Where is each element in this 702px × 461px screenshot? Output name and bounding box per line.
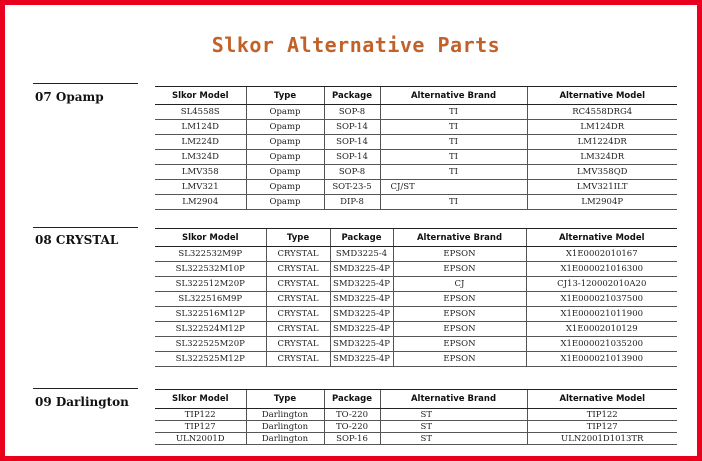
cell-alt-brand: EPSON	[393, 292, 526, 307]
cell-slkor-model: SL4558S	[155, 105, 246, 120]
cell-alt-brand: TI	[380, 120, 527, 135]
cell-alt-brand: CJ	[393, 277, 526, 292]
col-header-package: Package	[324, 390, 380, 409]
table-row	[155, 105, 677, 120]
section-label-darlington: 09 Darlington	[35, 395, 129, 409]
cell-slkor-model: SL322516M12P	[155, 307, 266, 322]
cell-package: SOP-8	[324, 165, 380, 180]
section-rule	[33, 83, 138, 84]
page-title: Slkor Alternative Parts	[211, 33, 501, 57]
cell-package: SMD3225-4P	[330, 277, 393, 292]
cell-type: CRYSTAL	[266, 337, 330, 352]
cell-slkor-model: SL322524M12P	[155, 322, 266, 337]
cell-type: Opamp	[246, 180, 324, 195]
cell-slkor-model: LMV358	[155, 165, 246, 180]
cell-alt-brand: ST	[380, 433, 527, 445]
cell-alt-model: LMV358QD	[527, 165, 677, 180]
cell-package: SMD3225-4P	[330, 322, 393, 337]
cell-alt-brand: EPSON	[393, 322, 526, 337]
col-header-package: Package	[330, 229, 393, 247]
cell-alt-model: X1E000021016300	[526, 262, 677, 277]
cell-type: CRYSTAL	[266, 307, 330, 322]
cell-alt-brand: CJ/ST	[380, 180, 527, 195]
table-row	[155, 120, 677, 135]
cell-alt-model: LM124DR	[527, 120, 677, 135]
cell-type: CRYSTAL	[266, 262, 330, 277]
cell-alt-brand: ST	[380, 409, 527, 421]
col-header-type: Type	[246, 390, 324, 409]
cell-alt-model: X1E000021013900	[526, 352, 677, 367]
cell-package: SOT-23-5	[324, 180, 380, 195]
table-row	[155, 195, 677, 210]
cell-package: TO-220	[324, 421, 380, 433]
table-row	[155, 409, 677, 421]
cell-alt-brand: TI	[380, 135, 527, 150]
cell-alt-brand: EPSON	[393, 262, 526, 277]
cell-alt-brand: TI	[380, 150, 527, 165]
section-rule	[33, 388, 138, 389]
cell-package: TO-220	[324, 409, 380, 421]
cell-type: Opamp	[246, 150, 324, 165]
col-header-slkor-model: Slkor Model	[155, 229, 266, 247]
table-row	[155, 322, 677, 337]
cell-type: CRYSTAL	[266, 352, 330, 367]
cell-alt-model: X1E000021037500	[526, 292, 677, 307]
cell-package: SMD3225-4P	[330, 352, 393, 367]
cell-alt-brand: TI	[380, 195, 527, 210]
cell-alt-model: X1E0002010129	[526, 322, 677, 337]
cell-package: SMD3225-4P	[330, 307, 393, 322]
col-header-alt-model: Alternative Model	[527, 390, 677, 409]
cell-package: SOP-16	[324, 433, 380, 445]
col-header-slkor-model: Slkor Model	[155, 87, 246, 105]
cell-alt-model: LM1224DR	[527, 135, 677, 150]
cell-alt-model: X1E000021011900	[526, 307, 677, 322]
cell-alt-model: ULN2001D1013TR	[527, 433, 677, 445]
cell-package: DIP-8	[324, 195, 380, 210]
cell-type: Darlington	[246, 409, 324, 421]
cell-slkor-model: TIP127	[155, 421, 246, 433]
cell-type: CRYSTAL	[266, 292, 330, 307]
cell-type: CRYSTAL	[266, 247, 330, 262]
col-header-package: Package	[324, 87, 380, 105]
cell-package: SOP-14	[324, 120, 380, 135]
cell-type: Opamp	[246, 120, 324, 135]
table-row	[155, 247, 677, 262]
table-row	[155, 135, 677, 150]
col-header-alt-brand: Alternative Brand	[380, 390, 527, 409]
cell-alt-brand: EPSON	[393, 352, 526, 367]
cell-slkor-model: SL322516M9P	[155, 292, 266, 307]
col-header-type: Type	[246, 87, 324, 105]
cell-slkor-model: SL322525M20P	[155, 337, 266, 352]
cell-type: Opamp	[246, 195, 324, 210]
cell-alt-model: X1E000021035200	[526, 337, 677, 352]
cell-alt-model: RC4558DRG4	[527, 105, 677, 120]
cell-type: CRYSTAL	[266, 277, 330, 292]
cell-type: Darlington	[246, 421, 324, 433]
cell-slkor-model: TIP122	[155, 409, 246, 421]
col-header-alt-brand: Alternative Brand	[393, 229, 526, 247]
cell-type: Darlington	[246, 433, 324, 445]
table-row	[155, 262, 677, 277]
cell-alt-model: CJ13-120002010A20	[526, 277, 677, 292]
table-row	[155, 150, 677, 165]
cell-alt-brand: TI	[380, 165, 527, 180]
cell-type: Opamp	[246, 105, 324, 120]
col-header-alt-brand: Alternative Brand	[380, 87, 527, 105]
table-row	[155, 421, 677, 433]
cell-type: Opamp	[246, 135, 324, 150]
cell-slkor-model: SL322532M9P	[155, 247, 266, 262]
cell-package: SOP-8	[324, 105, 380, 120]
cell-slkor-model: SL322525M12P	[155, 352, 266, 367]
table-row	[155, 307, 677, 322]
cell-alt-model: LM324DR	[527, 150, 677, 165]
cell-alt-model: X1E0002010167	[526, 247, 677, 262]
col-header-alt-model: Alternative Model	[527, 87, 677, 105]
table-row	[155, 352, 677, 367]
col-header-type: Type	[266, 229, 330, 247]
cell-slkor-model: ULN2001D	[155, 433, 246, 445]
table-row	[155, 433, 677, 445]
cell-package: SMD3225-4P	[330, 292, 393, 307]
cell-package: SMD3225-4P	[330, 262, 393, 277]
cell-slkor-model: LM2904	[155, 195, 246, 210]
section-rule	[33, 227, 138, 228]
cell-alt-brand: EPSON	[393, 247, 526, 262]
cell-slkor-model: SL322512M20P	[155, 277, 266, 292]
cell-slkor-model: LM324D	[155, 150, 246, 165]
cell-package: SMD3225-4	[330, 247, 393, 262]
cell-type: Opamp	[246, 165, 324, 180]
cell-alt-brand: EPSON	[393, 337, 526, 352]
cell-slkor-model: LM124D	[155, 120, 246, 135]
cell-alt-brand: ST	[380, 421, 527, 433]
col-header-slkor-model: Slkor Model	[155, 390, 246, 409]
section-label-crystal: 08 CRYSTAL	[35, 233, 119, 247]
cell-alt-model: TIP127	[527, 421, 677, 433]
col-header-alt-model: Alternative Model	[526, 229, 677, 247]
cell-alt-brand: EPSON	[393, 307, 526, 322]
table-row	[155, 277, 677, 292]
cell-slkor-model: LM224D	[155, 135, 246, 150]
table-row	[155, 165, 677, 180]
cell-alt-model: LMV321ILT	[527, 180, 677, 195]
table-row	[155, 337, 677, 352]
opamp-table	[155, 86, 677, 210]
cell-alt-model: LM2904P	[527, 195, 677, 210]
cell-type: CRYSTAL	[266, 322, 330, 337]
cell-package: SOP-14	[324, 135, 380, 150]
cell-alt-brand: TI	[380, 105, 527, 120]
cell-alt-model: TIP122	[527, 409, 677, 421]
table-row	[155, 292, 677, 307]
cell-package: SOP-14	[324, 150, 380, 165]
table-row	[155, 180, 677, 195]
cell-slkor-model: SL322532M10P	[155, 262, 266, 277]
crystal-table	[155, 228, 677, 367]
darlington-table	[155, 389, 677, 445]
cell-slkor-model: LMV321	[155, 180, 246, 195]
cell-package: SMD3225-4P	[330, 337, 393, 352]
section-label-opamp: 07 Opamp	[35, 90, 104, 104]
